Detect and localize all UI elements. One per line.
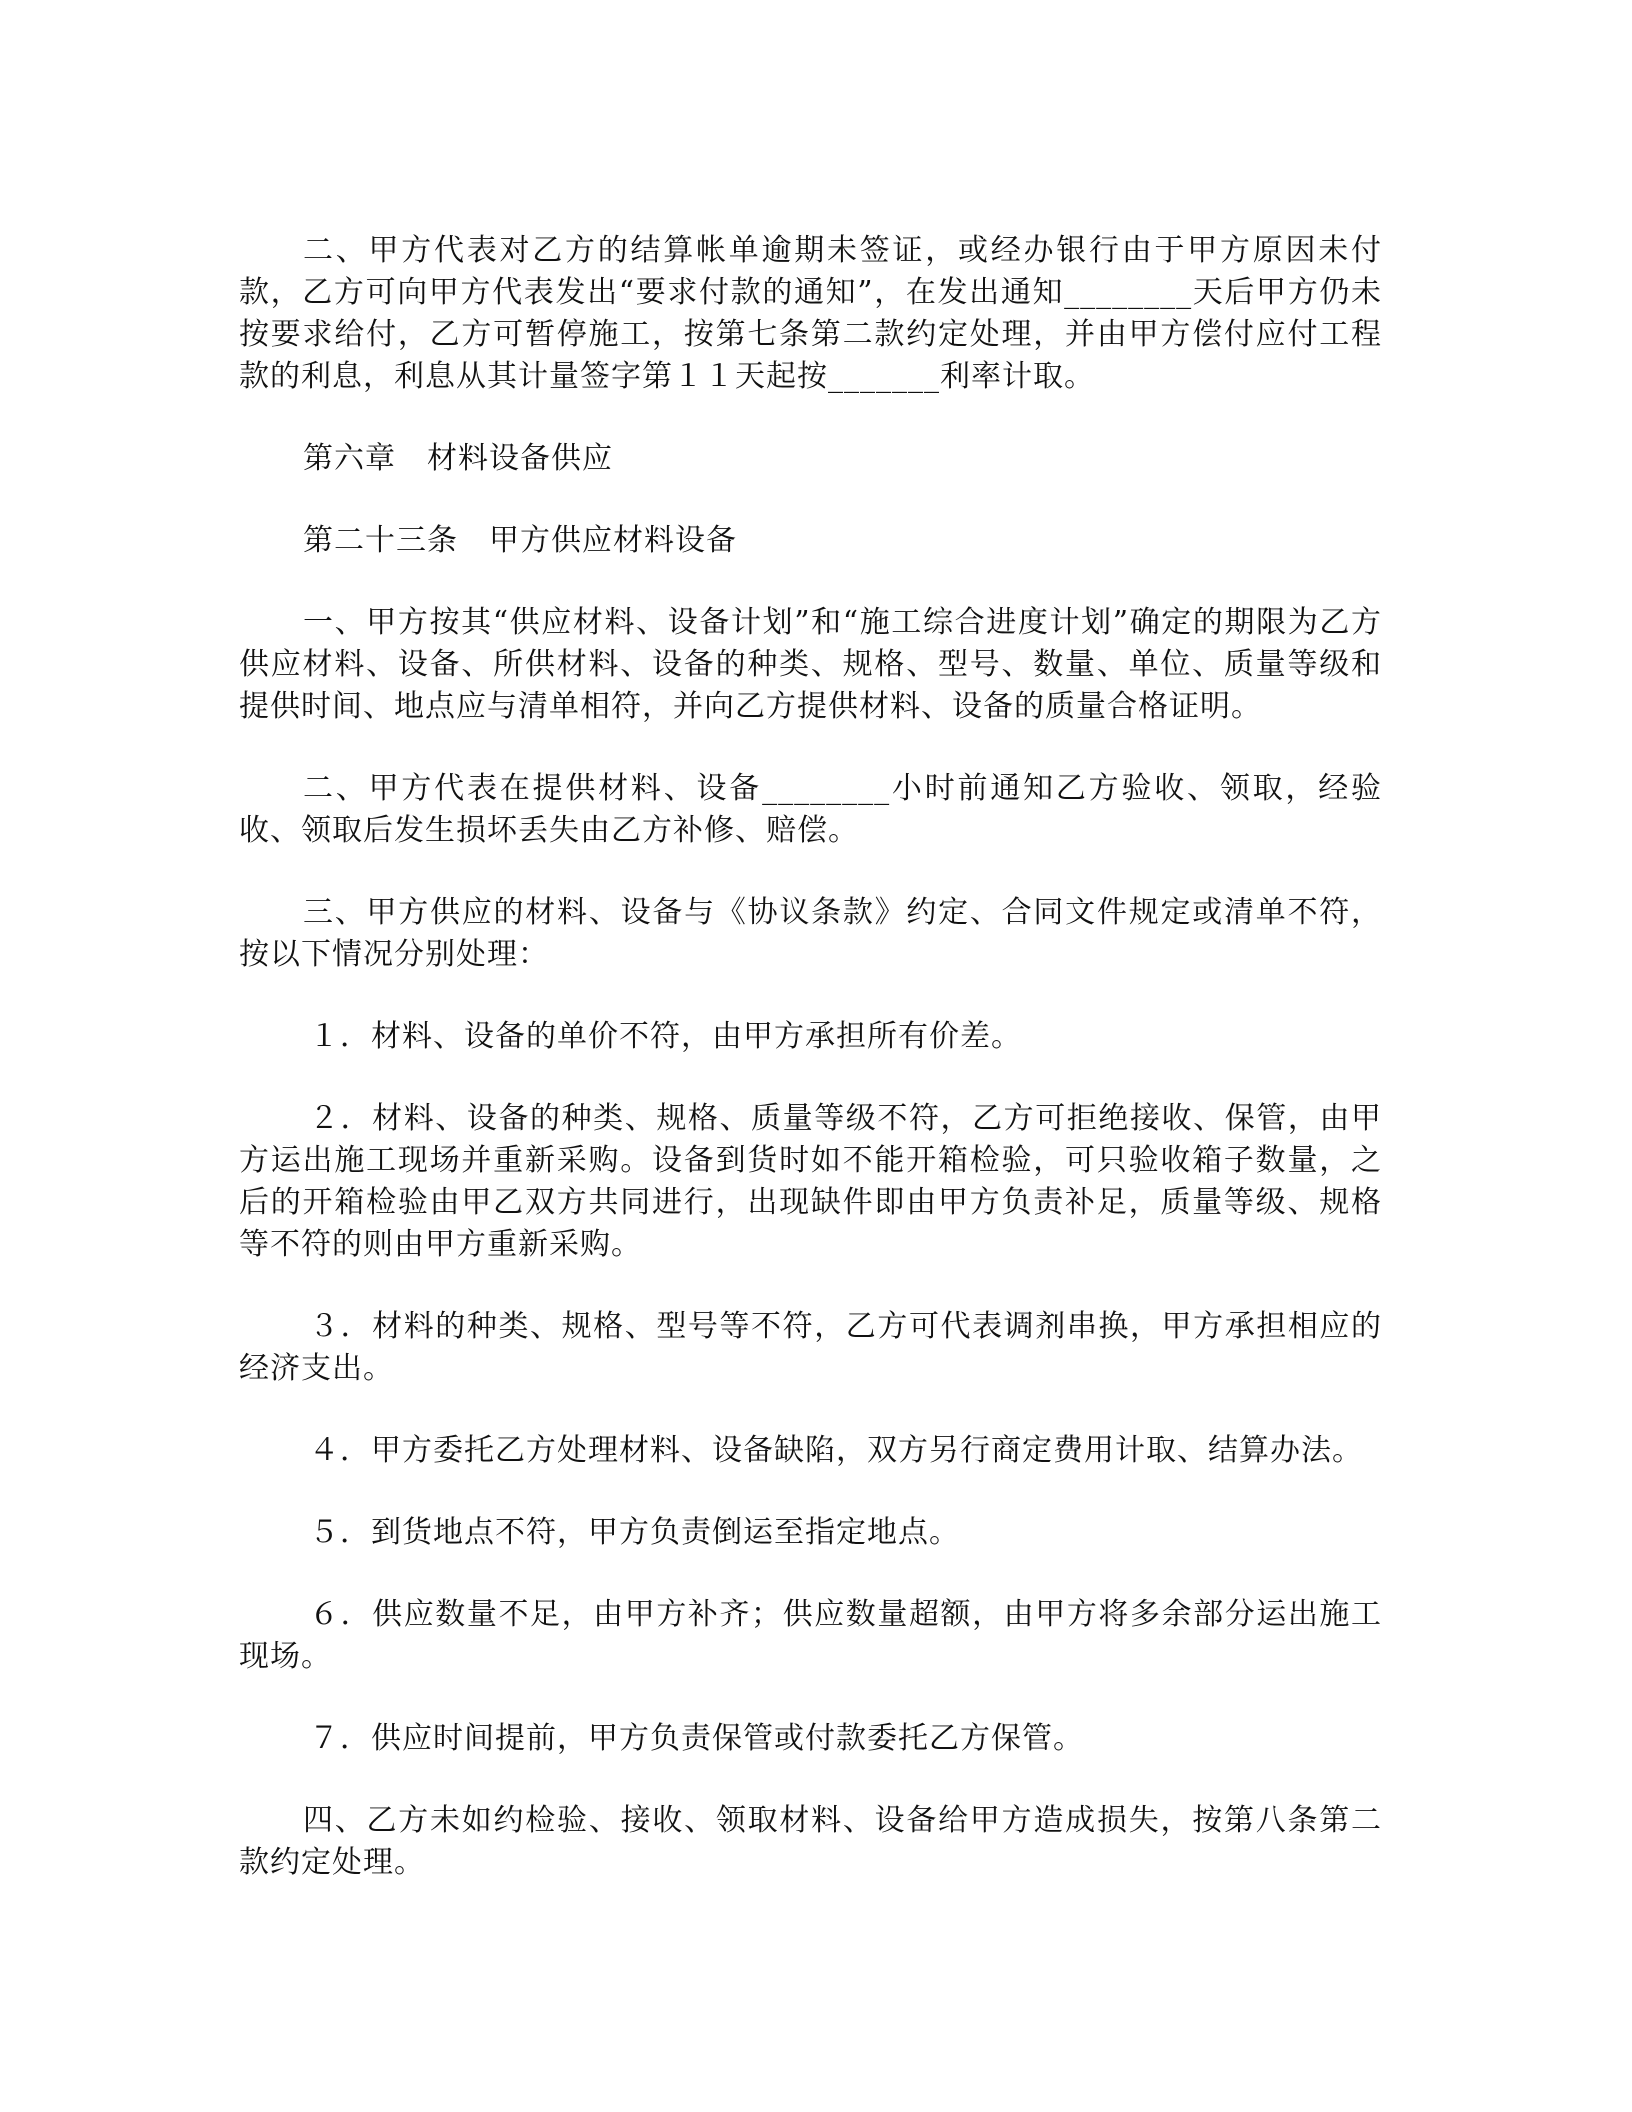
paragraph-inspection-failure: 四、乙方未如约检验、接收、领取材料、设备给甲方造成损失，按第八条第二款约定处理。 bbox=[239, 1803, 1382, 1880]
chapter-six-heading: 第六章 材料设备供应 bbox=[303, 441, 613, 476]
paragraph-nonconformity: 三、甲方供应的材料、设备与《协议条款》约定、合同文件规定或清单不符，按以下情况分别处理： bbox=[239, 895, 1382, 972]
article-23-heading: 第二十三条 甲方供应材料设备 bbox=[303, 523, 737, 558]
paragraph-supply-plan: 一、甲方按其“供应材料、设备计划”和“施工综合进度计划”确定的期限为乙方供应材料、设备、所供材料、设备的种类、规格、型号、数量、单位、质量等级和提供时间、地点应与清单相符，并向乙方提供材料、设备的质量合格证明。 bbox=[239, 605, 1382, 724]
item-4: ４．甲方委托乙方处理材料、设备缺陷，双方另行商定费用计取、结算办法。 bbox=[309, 1433, 1363, 1468]
item-1: １．材料、设备的单价不符，由甲方承担所有价差。 bbox=[309, 1019, 1022, 1054]
paragraph-payment-notice: 二、甲方代表对乙方的结算帐单逾期未签证，或经办银行由于甲方原因未付款，乙方可向甲方代表发出“要求付款的通知”，在发出通知________天后甲方仍未按要求给付，乙方可暂停施工，按第七条第二款约定处理，并由甲方偿付应付工程款的利息，利息从其计量签字第１１天起按_______利率计取。 bbox=[239, 233, 1382, 394]
item-5: ５．到货地点不符，甲方负责倒运至指定地点。 bbox=[309, 1515, 960, 1550]
item-3: ３．材料的种类、规格、型号等不符，乙方可代表调剂串换，甲方承担相应的经济支出。 bbox=[239, 1309, 1382, 1386]
document-body bbox=[239, 230, 1382, 1924]
paragraph-acceptance-notice: 二、甲方代表在提供材料、设备________小时前通知乙方验收、领取，经验收、领取后发生损坏丢失由乙方补修、赔偿。 bbox=[239, 771, 1382, 848]
item-7: ７．供应时间提前，甲方负责保管或付款委托乙方保管。 bbox=[309, 1721, 1084, 1756]
item-2: ２．材料、设备的种类、规格、质量等级不符，乙方可拒绝接收、保管，由甲方运出施工现场并重新采购。设备到货时如不能开箱检验，可只验收箱子数量，之后的开箱检验由甲乙双方共同进行，出现缺件即由甲方负责补足，质量等级、规格等不符的则由甲方重新采购。 bbox=[239, 1101, 1382, 1262]
item-6: ６．供应数量不足，由甲方补齐；供应数量超额，由甲方将多余部分运出施工现场。 bbox=[239, 1597, 1382, 1674]
